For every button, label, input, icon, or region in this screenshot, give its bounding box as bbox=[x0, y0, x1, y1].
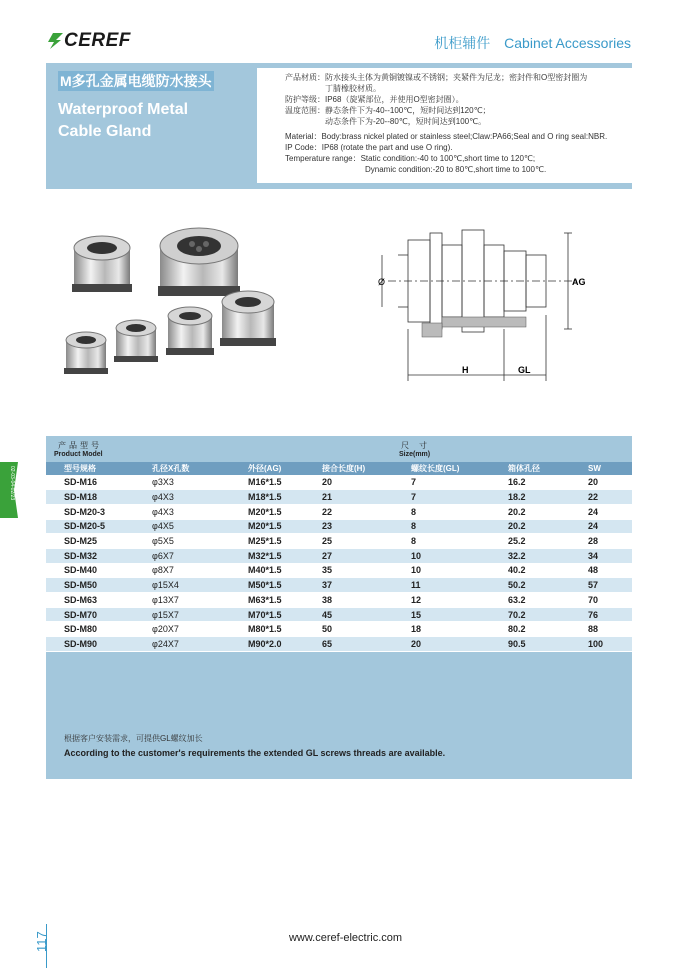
table-cell: 35 bbox=[304, 563, 393, 578]
table-cell: 90.5 bbox=[490, 637, 570, 652]
category-en: Cabinet Accessories bbox=[504, 35, 631, 51]
table-cell: 20.2 bbox=[490, 504, 570, 519]
table-cell: SD-M63 bbox=[46, 593, 134, 608]
table-cell: SD-M50 bbox=[46, 578, 134, 593]
spec-material-zh: 产品材质：防水接头主体为黄铜镀镍或不锈钢；夹紧件为尼龙；密封件和O型密封圈为 丁腈橡胶材质。 bbox=[285, 73, 588, 93]
table-cell: SD-M16 bbox=[46, 475, 134, 490]
table-cell: 27 bbox=[304, 548, 393, 563]
product-title-zh: M多孔金属电缆防水接头 bbox=[60, 73, 212, 89]
side-tab bbox=[0, 462, 18, 518]
table-cell: 12 bbox=[393, 593, 490, 608]
col-header: 型号规格 bbox=[46, 462, 134, 475]
table-cell: M18*1.5 bbox=[230, 490, 304, 505]
table-cell: 8 bbox=[393, 534, 490, 549]
table-cell: φ15X4 bbox=[134, 578, 230, 593]
spec-ip-zh: 防护等级：IP68（旋紧部位，并使用O型密封圈）。 bbox=[285, 95, 464, 104]
table-cell: M90*2.0 bbox=[230, 637, 304, 652]
size-en: Size(mm) bbox=[399, 451, 431, 458]
table-cell: 10 bbox=[393, 563, 490, 578]
footer-url: www.ceref-electric.com bbox=[288, 932, 403, 944]
table-cell: M80*1.5 bbox=[230, 622, 304, 637]
table-cell: 34 bbox=[570, 548, 632, 563]
table-cell: M20*1.5 bbox=[230, 504, 304, 519]
table-header-row bbox=[46, 462, 632, 475]
product-title-en-line2: Cable Gland bbox=[58, 123, 152, 140]
table-cell: 7 bbox=[393, 475, 490, 490]
table-cell: 10 bbox=[393, 548, 490, 563]
table-row bbox=[46, 578, 632, 593]
gland-photo-small-3 bbox=[166, 307, 214, 355]
table-row bbox=[46, 534, 632, 549]
gland-photo-small-2 bbox=[114, 320, 158, 362]
table-cell: φ6X7 bbox=[134, 548, 230, 563]
table-cell: 20 bbox=[304, 475, 393, 490]
category-zh: 机柜辅件 bbox=[434, 35, 491, 51]
table-cell: φ13X7 bbox=[134, 593, 230, 608]
table-row bbox=[46, 490, 632, 505]
table-cell: 7 bbox=[393, 490, 490, 505]
table-cell: M25*1.5 bbox=[230, 534, 304, 549]
table-cell: SD-M25 bbox=[46, 534, 134, 549]
table-cell: 18 bbox=[393, 622, 490, 637]
table-cell: φ4X3 bbox=[134, 504, 230, 519]
table-heading bbox=[46, 436, 632, 462]
table-cell: 38 bbox=[304, 593, 393, 608]
spec-material-en: Material：Body:brass nickel plated or stainless steel;Claw:PA66;Seal and O ring seal:NBR. bbox=[285, 132, 608, 141]
drawing-label-h: H bbox=[462, 365, 469, 375]
gland-photo-large bbox=[158, 228, 240, 296]
table-cell: 24 bbox=[570, 504, 632, 519]
table-cell: SD-M40 bbox=[46, 563, 134, 578]
table-cell: 24 bbox=[570, 519, 632, 534]
table-cell: SD-M20-5 bbox=[46, 519, 134, 534]
gland-photo-medium-2 bbox=[220, 291, 276, 346]
table-cell: 11 bbox=[393, 578, 490, 593]
note-zh: 根据客户安装需求，可提供GL螺纹加长 bbox=[64, 734, 203, 743]
table-cell: M70*1.5 bbox=[230, 607, 304, 622]
product-title bbox=[46, 63, 256, 189]
col-header: 箱体孔径 bbox=[490, 462, 570, 475]
page-number: 117 bbox=[34, 931, 49, 952]
table-cell: 25.2 bbox=[490, 534, 570, 549]
table-row bbox=[46, 593, 632, 608]
col-header: 螺纹长度(GL) bbox=[393, 462, 490, 475]
table-cell: φ15X7 bbox=[134, 607, 230, 622]
table-row bbox=[46, 563, 632, 578]
table-cell: M32*1.5 bbox=[230, 548, 304, 563]
col-header: SW bbox=[570, 462, 632, 475]
spec-panel bbox=[46, 63, 632, 189]
table-row bbox=[46, 637, 632, 652]
table-cell: M16*1.5 bbox=[230, 475, 304, 490]
table-cell: 25 bbox=[304, 534, 393, 549]
table-row bbox=[46, 504, 632, 519]
table-cell: SD-M32 bbox=[46, 548, 134, 563]
product-photos bbox=[60, 218, 290, 388]
drawing-label-dia: Ø bbox=[378, 277, 386, 287]
spec-ip-en: IP Code：IP68 (rotate the part and use O ring). bbox=[285, 143, 453, 152]
table-cell: 18.2 bbox=[490, 490, 570, 505]
table-cell: φ4X3 bbox=[134, 490, 230, 505]
table-cell: 22 bbox=[304, 504, 393, 519]
logo-bolt-icon bbox=[47, 33, 63, 49]
table-cell: 8 bbox=[393, 519, 490, 534]
table-cell: M40*1.5 bbox=[230, 563, 304, 578]
gland-photo-small-1 bbox=[64, 332, 108, 374]
table-cell: 20.2 bbox=[490, 519, 570, 534]
table-cell: SD-M80 bbox=[46, 622, 134, 637]
size-table bbox=[46, 462, 632, 652]
table-cell: 65 bbox=[304, 637, 393, 652]
table-row bbox=[46, 519, 632, 534]
table-cell: M20*1.5 bbox=[230, 519, 304, 534]
table-cell: 50 bbox=[304, 622, 393, 637]
table-cell: φ24X7 bbox=[134, 637, 230, 652]
table-cell: φ3X3 bbox=[134, 475, 230, 490]
table-cell: 28 bbox=[570, 534, 632, 549]
table-row bbox=[46, 622, 632, 637]
table-cell: 8 bbox=[393, 504, 490, 519]
table-cell: SD-M70 bbox=[46, 607, 134, 622]
table-cell: 21 bbox=[304, 490, 393, 505]
table-row bbox=[46, 548, 632, 563]
spec-temp-zh: 温度范围：静态条件下为-40--100℃，短时间达到120℃； 动态条件下为-20--80℃，短时间达到100℃。 bbox=[285, 106, 491, 126]
table-cell: 100 bbox=[570, 637, 632, 652]
table-cell: φ5X5 bbox=[134, 534, 230, 549]
table-cell: 15 bbox=[393, 607, 490, 622]
table-cell: 16.2 bbox=[490, 475, 570, 490]
table-cell: 88 bbox=[570, 622, 632, 637]
table-cell: 45 bbox=[304, 607, 393, 622]
page-category bbox=[434, 33, 631, 53]
drawing-label-ag: AG bbox=[572, 277, 586, 287]
table-cell: M63*1.5 bbox=[230, 593, 304, 608]
table-cell: 63.2 bbox=[490, 593, 570, 608]
table-cell: 57 bbox=[570, 578, 632, 593]
table-cell: SD-M18 bbox=[46, 490, 134, 505]
col-header: 外径(AG) bbox=[230, 462, 304, 475]
table-cell: 48 bbox=[570, 563, 632, 578]
table-cell: 22 bbox=[570, 490, 632, 505]
table-row bbox=[46, 475, 632, 490]
table-cell: 70.2 bbox=[490, 607, 570, 622]
product-model-en: Product Model bbox=[54, 451, 103, 458]
side-tab-text: 02-03-04-02/23 bbox=[9, 466, 15, 501]
product-title-en-line1: Waterproof Metal bbox=[58, 101, 189, 118]
col-header: 孔径X孔数 bbox=[134, 462, 230, 475]
table-cell: 40.2 bbox=[490, 563, 570, 578]
table-cell: φ4X5 bbox=[134, 519, 230, 534]
table-cell: 80.2 bbox=[490, 622, 570, 637]
spec-card bbox=[257, 68, 632, 183]
table-cell: M50*1.5 bbox=[230, 578, 304, 593]
table-cell: 76 bbox=[570, 607, 632, 622]
gland-photo-medium-1 bbox=[72, 236, 132, 292]
brand-logo bbox=[47, 30, 131, 52]
brand-name: CEREF bbox=[64, 30, 131, 51]
table-cell: φ8X7 bbox=[134, 563, 230, 578]
table-cell: 37 bbox=[304, 578, 393, 593]
table-cell: 70 bbox=[570, 593, 632, 608]
table-cell: SD-M90 bbox=[46, 637, 134, 652]
table-cell: 20 bbox=[393, 637, 490, 652]
drawing-label-gl: GL bbox=[518, 365, 531, 375]
product-model-zh: 产品型号 bbox=[58, 441, 102, 450]
table-cell: 32.2 bbox=[490, 548, 570, 563]
table-cell: SD-M20-3 bbox=[46, 504, 134, 519]
table-cell: φ20X7 bbox=[134, 622, 230, 637]
col-header: 接合长度(H) bbox=[304, 462, 393, 475]
note-en: According to the customer's requirements the extended GL screws threads are available. bbox=[64, 748, 446, 758]
spec-temp-en: Temperature range：Static condition:-40 to 100℃,short time to 120℃; Dynamic condition:-20 to 80℃,short time to 100℃. bbox=[285, 154, 547, 174]
table-cell: 50.2 bbox=[490, 578, 570, 593]
technical-drawing bbox=[368, 225, 593, 385]
size-zh: 尺寸 bbox=[401, 441, 437, 450]
table-row bbox=[46, 607, 632, 622]
product-title-en bbox=[58, 99, 188, 143]
table-cell: 20 bbox=[570, 475, 632, 490]
table-cell: 23 bbox=[304, 519, 393, 534]
size-table-panel bbox=[46, 436, 632, 779]
